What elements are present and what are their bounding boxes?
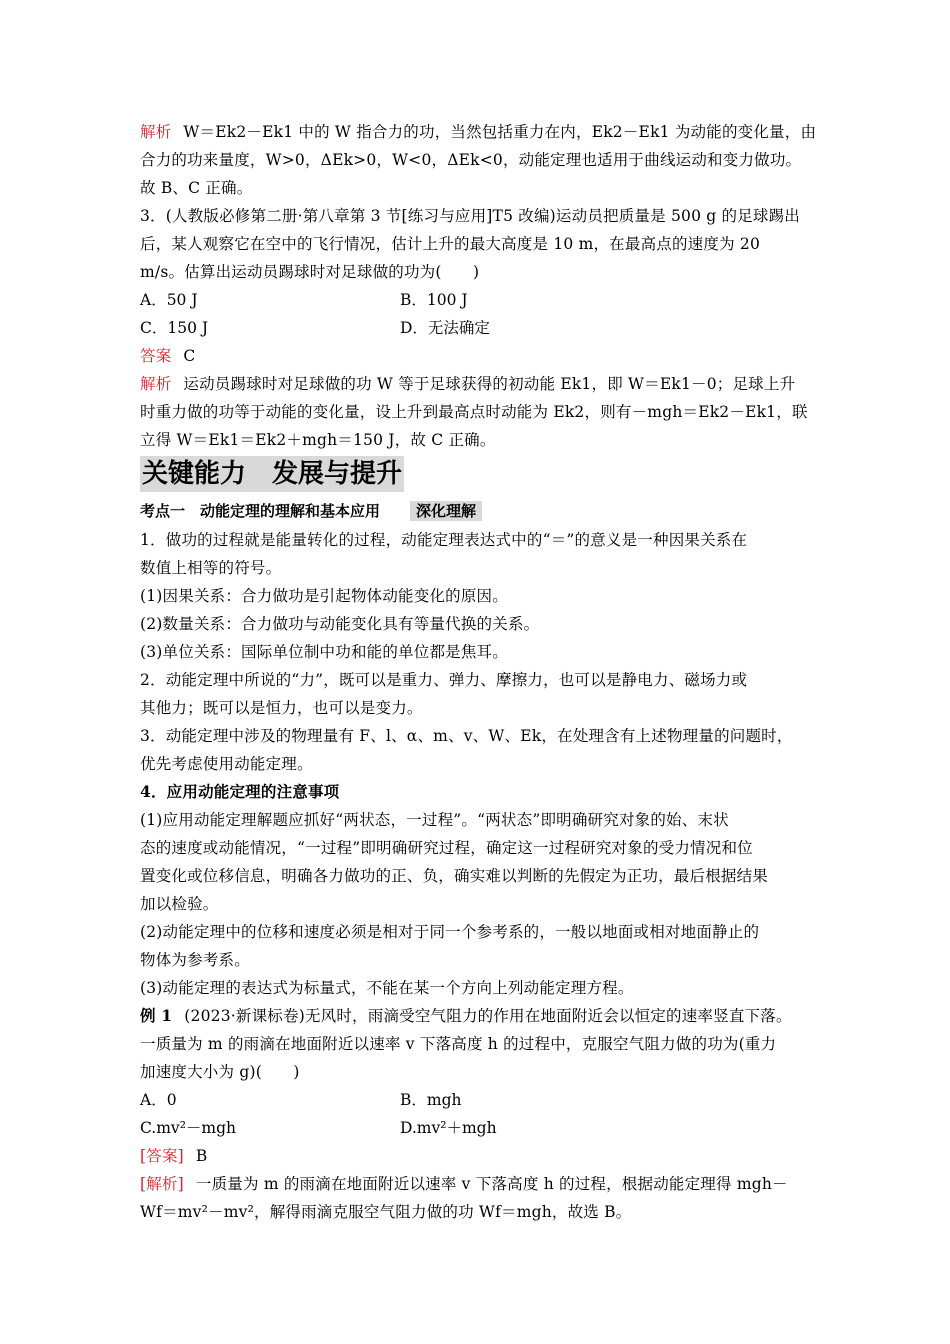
example-1-stem: [140, 1002, 812, 1030]
analysis-text: 运动员踢球时对足球做的功 W 等于足球获得的初动能 Ek1，即 W＝Ek1－0；足球上升: [183, 375, 796, 393]
point-1-c: (3)单位关系：国际单位制中功和能的单位都是焦耳。: [140, 643, 508, 661]
point-4-a: (1)应用动能定理解题应抓好“两状态，一过程”。“两状态”即明确研究对象的始、末状: [140, 811, 729, 829]
key-point-title: 考点一 动能定理的理解和基本应用: [140, 502, 381, 520]
option-a: A．50 J: [140, 291, 198, 309]
option-c: C.mv²－mgh: [140, 1119, 237, 1137]
point-4-a: 置变化或位移信息，明确各力做功的正、负，确实难以判断的先假定为正功，最后根据结果: [140, 867, 769, 885]
option-a: A．0: [140, 1091, 177, 1109]
point-1-a: (1)因果关系：合力做功是引起物体动能变化的原因。: [140, 587, 508, 605]
option-d: D．无法确定: [400, 319, 490, 337]
analysis-block-1: [140, 118, 817, 146]
point-4-b: 物体为参考系。: [140, 951, 250, 969]
example-1-options: [140, 1086, 812, 1114]
question-3-stem: m/s。估算出运动员踢球时对足球做的功为( ): [140, 263, 480, 281]
point-2: 2．动能定理中所说的“力”，既可以是重力、弹力、摩擦力，也可以是静电力、磁场力或: [140, 671, 748, 689]
example-1-answer: [140, 1142, 812, 1170]
option-c: C．150 J: [140, 319, 209, 337]
option-d: D.mv²＋mgh: [400, 1119, 497, 1137]
analysis-label: [解析]: [140, 1175, 184, 1193]
point-4-title: 4．应用动能定理的注意事项: [140, 782, 340, 801]
option-b: B．100 J: [400, 291, 468, 309]
question-3-analysis: [140, 370, 812, 398]
point-3: 优先考虑使用动能定理。: [140, 755, 313, 773]
analysis-label: 解析: [140, 375, 172, 393]
question-3-stem: 后，某人观察它在空中的飞行情况，估计上升的最大高度是 10 m，在最高点的速度为 20: [140, 235, 761, 253]
analysis-text: 合力的功来量度，W>0，ΔEk>0，W<0，ΔEk<0，动能定理也适用于曲线运动和变力做功。: [140, 151, 802, 169]
analysis-text: 一质量为 m 的雨滴在地面附近以速率 v 下落高度 h 的过程，根据动能定理得 mgh－: [195, 1175, 788, 1193]
analysis-text: W＝Ek2－Ek1 中的 W 指合力的功，当然包括重力在内，Ek2－Ek1 为动能的变化量，由: [183, 123, 817, 141]
point-3: 3．动能定理中涉及的物理量有 F、l、α、m、v、W、Ek，在处理含有上述物理量的问题时，: [140, 727, 793, 745]
question-3-options: [140, 314, 812, 342]
point-2: 其他力；既可以是恒力，也可以是变力。: [140, 699, 423, 717]
key-point-heading: [140, 496, 812, 526]
point-1: 数值上相等的符号。: [140, 559, 282, 577]
point-1-b: (2)数量关系：合力做功与动能变化具有等量代换的关系。: [140, 615, 540, 633]
answer-value: C: [183, 347, 196, 365]
answer-value: B: [195, 1147, 208, 1165]
analysis-text: 故 B、C 正确。: [140, 179, 253, 197]
option-b: B．mgh: [400, 1091, 462, 1109]
example-1-options: [140, 1114, 812, 1142]
answer-label: [答案]: [140, 1147, 184, 1165]
question-3-stem: 3．(人教版必修第二册·第八章第 3 节[练习与应用]T5 改编)运动员把质量是 500 g 的足球踢出: [140, 207, 801, 225]
example-label: 例 1: [140, 1006, 173, 1025]
question-3-options: [140, 286, 812, 314]
section-title: 关键能力 发展与提升: [140, 456, 404, 492]
example-1-analysis: [140, 1170, 812, 1198]
key-point-tag: 深化理解: [410, 501, 482, 521]
question-3-answer: [140, 342, 812, 370]
answer-label: 答案: [140, 347, 172, 365]
analysis-label: 解析: [140, 123, 172, 141]
point-4-a: 态的速度或动能情况，“一过程”即明确研究过程，确定这一过程研究对象的受力情况和位: [140, 839, 753, 857]
point-4-a: 加以检验。: [140, 895, 219, 913]
document-page: [140, 118, 817, 1226]
example-1-stem: 一质量为 m 的雨滴在地面附近以速率 v 下落高度 h 的过程中，克服空气阻力做的功为(重力: [140, 1035, 777, 1053]
example-1-stem: 加速度大小为 g)( ): [140, 1063, 300, 1081]
analysis-text: 时重力做的功等于动能的变化量，设上升到最高点时动能为 Ek2，则有－mgh＝Ek2－Ek1，联: [140, 403, 808, 421]
example-text: (2023·新课标卷)无风时，雨滴受空气阻力的作用在地面附近会以恒定的速率竖直下落。: [184, 1007, 792, 1025]
analysis-text: Wf＝mv²－mv²，解得雨滴克服空气阻力做的功 Wf＝mgh，故选 B。: [140, 1203, 632, 1221]
point-4-c: (3)动能定理的表达式为标量式，不能在某一个方向上列动能定理方程。: [140, 979, 634, 997]
analysis-text: 立得 W＝Ek1＝Ek2＋mgh＝150 J，故 C 正确。: [140, 431, 496, 449]
point-4-b: (2)动能定理中的位移和速度必须是相对于同一个参考系的，一般以地面或相对地面静止的: [140, 923, 760, 941]
point-1: 1．做功的过程就是能量转化的过程，动能定理表达式中的“＝”的意义是一种因果关系在: [140, 531, 748, 549]
